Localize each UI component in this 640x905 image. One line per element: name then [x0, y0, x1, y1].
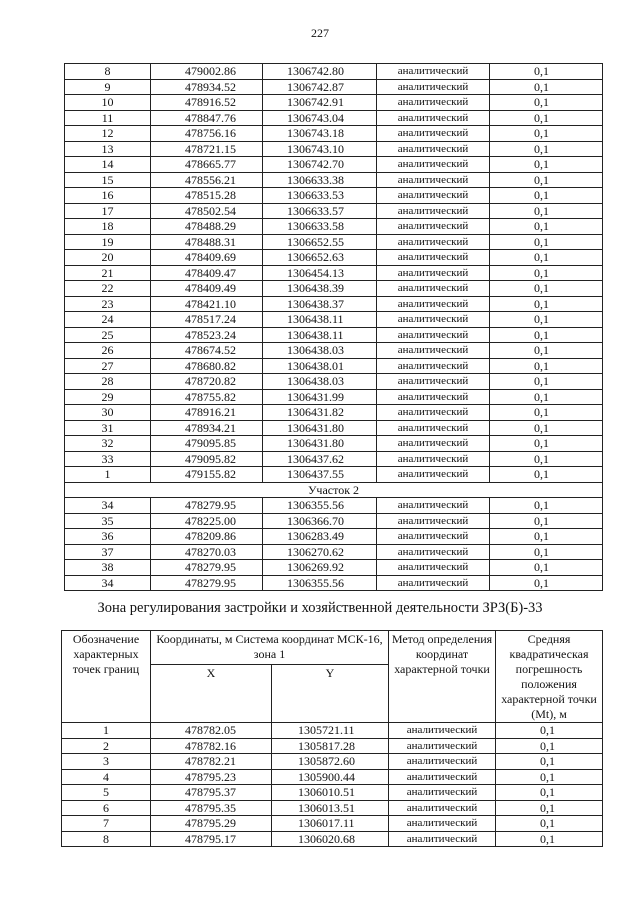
- error: 0,1: [490, 312, 603, 328]
- error: 0,1: [490, 513, 603, 529]
- coord-x: 478847.76: [151, 110, 263, 126]
- point-number: 20: [65, 250, 151, 266]
- table-row: [62, 769, 603, 785]
- header-y: Y: [272, 665, 389, 723]
- point-number: 21: [65, 265, 151, 281]
- coord-y: 1306355.56: [263, 575, 377, 591]
- coord-y: 1306010.51: [272, 785, 389, 801]
- point-number: 34: [65, 498, 151, 514]
- error: 0,1: [490, 296, 603, 312]
- coord-y: 1306743.18: [263, 126, 377, 142]
- coord-y: 1305721.11: [272, 723, 389, 739]
- coord-y: 1306270.62: [263, 544, 377, 560]
- coord-x: 478488.31: [151, 234, 263, 250]
- method: аналитический: [377, 219, 490, 235]
- coord-y: 1306633.53: [263, 188, 377, 204]
- point-number: 15: [65, 172, 151, 188]
- error: 0,1: [490, 234, 603, 250]
- coord-y: 1306742.91: [263, 95, 377, 111]
- coord-y: 1306454.13: [263, 265, 377, 281]
- table-row: [65, 141, 603, 157]
- coord-x: 478795.23: [151, 769, 272, 785]
- point-number: 34: [65, 575, 151, 591]
- header-method: Метод определения координат характерной точки: [389, 631, 496, 723]
- point-number: 37: [65, 544, 151, 560]
- table-row: [65, 327, 603, 343]
- table-row: [65, 451, 603, 467]
- method: аналитический: [377, 374, 490, 390]
- coord-y: 1306438.11: [263, 327, 377, 343]
- coord-y: 1306742.87: [263, 79, 377, 95]
- coord-x: 478409.47: [151, 265, 263, 281]
- method: аналитический: [377, 250, 490, 266]
- coord-y: 1306355.56: [263, 498, 377, 514]
- error: 0,1: [490, 405, 603, 421]
- table-row: [65, 64, 603, 80]
- coord-y: 1306020.68: [272, 831, 389, 847]
- point-number: 13: [65, 141, 151, 157]
- method: аналитический: [377, 64, 490, 80]
- method: аналитический: [377, 110, 490, 126]
- coord-x: 478270.03: [151, 544, 263, 560]
- method: аналитический: [377, 141, 490, 157]
- coord-x: 478755.82: [151, 389, 263, 405]
- coord-x: 478782.05: [151, 723, 272, 739]
- method: аналитический: [389, 800, 496, 816]
- coord-x: 478721.15: [151, 141, 263, 157]
- table-row: [65, 219, 603, 235]
- error: 0,1: [490, 358, 603, 374]
- error: 0,1: [490, 343, 603, 359]
- table-row: [65, 296, 603, 312]
- coord-y: 1306742.80: [263, 64, 377, 80]
- point-number: 25: [65, 327, 151, 343]
- table-row: [65, 203, 603, 219]
- error: 0,1: [490, 420, 603, 436]
- error: 0,1: [496, 754, 603, 770]
- coord-y: 1306742.70: [263, 157, 377, 173]
- coord-x: 478795.37: [151, 785, 272, 801]
- coord-x: 479095.85: [151, 436, 263, 452]
- method: аналитический: [377, 95, 490, 111]
- method: аналитический: [389, 754, 496, 770]
- coord-y: 1306438.03: [263, 343, 377, 359]
- point-number: 9: [65, 79, 151, 95]
- method: аналитический: [377, 265, 490, 281]
- coord-x: 478279.95: [151, 560, 263, 576]
- error: 0,1: [496, 831, 603, 847]
- coord-x: 478795.17: [151, 831, 272, 847]
- coord-y: 1306431.99: [263, 389, 377, 405]
- point-number: 1: [65, 467, 151, 483]
- coord-y: 1306431.80: [263, 436, 377, 452]
- header-designation: Обозначение характерных точек границ: [62, 631, 151, 723]
- coord-x: 478409.49: [151, 281, 263, 297]
- error: 0,1: [490, 544, 603, 560]
- method: аналитический: [377, 327, 490, 343]
- coord-x: 478665.77: [151, 157, 263, 173]
- table-row: [65, 374, 603, 390]
- error: 0,1: [490, 498, 603, 514]
- error: 0,1: [490, 389, 603, 405]
- table-row: [62, 738, 603, 754]
- point-number: 17: [65, 203, 151, 219]
- point-number: 8: [62, 831, 151, 847]
- point-number: 32: [65, 436, 151, 452]
- point-number: 27: [65, 358, 151, 374]
- point-number: 28: [65, 374, 151, 390]
- error: 0,1: [496, 723, 603, 739]
- point-number: 1: [62, 723, 151, 739]
- coord-x: 478517.24: [151, 312, 263, 328]
- table-header: [62, 631, 603, 723]
- method: аналитический: [377, 436, 490, 452]
- method: аналитический: [389, 816, 496, 832]
- coord-x: 479095.82: [151, 451, 263, 467]
- error: 0,1: [496, 769, 603, 785]
- error: 0,1: [490, 141, 603, 157]
- error: 0,1: [490, 575, 603, 591]
- point-number: 26: [65, 343, 151, 359]
- coord-y: 1305900.44: [272, 769, 389, 785]
- coord-x: 478409.69: [151, 250, 263, 266]
- coord-y: 1305817.28: [272, 738, 389, 754]
- error: 0,1: [496, 738, 603, 754]
- method: аналитический: [377, 405, 490, 421]
- table-row: [65, 498, 603, 514]
- coord-y: 1306633.58: [263, 219, 377, 235]
- point-number: 31: [65, 420, 151, 436]
- coord-y: 1306013.51: [272, 800, 389, 816]
- method: аналитический: [377, 575, 490, 591]
- table-row: [65, 389, 603, 405]
- table-row: [65, 436, 603, 452]
- error: 0,1: [496, 785, 603, 801]
- point-number: 23: [65, 296, 151, 312]
- table-row: [62, 800, 603, 816]
- error: 0,1: [490, 157, 603, 173]
- header-x: X: [151, 665, 272, 723]
- point-number: 36: [65, 529, 151, 545]
- table-row: [65, 544, 603, 560]
- error: 0,1: [496, 816, 603, 832]
- coord-x: 478782.16: [151, 738, 272, 754]
- table-row: [65, 281, 603, 297]
- table-row: [65, 110, 603, 126]
- coord-x: 478502.54: [151, 203, 263, 219]
- error: 0,1: [490, 529, 603, 545]
- method: аналитический: [389, 723, 496, 739]
- method: аналитический: [377, 343, 490, 359]
- method: аналитический: [377, 312, 490, 328]
- method: аналитический: [377, 172, 490, 188]
- table-row: [65, 234, 603, 250]
- method: аналитический: [377, 498, 490, 514]
- coord-y: 1306438.01: [263, 358, 377, 374]
- coord-x: 478556.21: [151, 172, 263, 188]
- coord-y: 1306431.80: [263, 420, 377, 436]
- coord-x: 478795.35: [151, 800, 272, 816]
- coord-y: 1306633.57: [263, 203, 377, 219]
- coord-y: 1306438.03: [263, 374, 377, 390]
- table-row: [65, 95, 603, 111]
- coord-x: 478916.52: [151, 95, 263, 111]
- coord-x: 478488.29: [151, 219, 263, 235]
- coord-x: 478680.82: [151, 358, 263, 374]
- point-number: 24: [65, 312, 151, 328]
- coord-y: 1305872.60: [272, 754, 389, 770]
- coord-y: 1306438.39: [263, 281, 377, 297]
- coord-x: 479002.86: [151, 64, 263, 80]
- coordinates-table-part1: [64, 63, 603, 591]
- point-number: 8: [65, 64, 151, 80]
- table-row: [65, 405, 603, 421]
- coord-x: 478279.95: [151, 498, 263, 514]
- error: 0,1: [490, 265, 603, 281]
- table-row: [65, 560, 603, 576]
- method: аналитический: [377, 126, 490, 142]
- error: 0,1: [490, 188, 603, 204]
- section-row: [65, 482, 603, 498]
- error: 0,1: [490, 327, 603, 343]
- point-number: 10: [65, 95, 151, 111]
- error: 0,1: [490, 172, 603, 188]
- table-row: [62, 816, 603, 832]
- point-number: 7: [62, 816, 151, 832]
- coord-y: 1306431.82: [263, 405, 377, 421]
- method: аналитический: [377, 389, 490, 405]
- point-number: 4: [62, 769, 151, 785]
- table-row: [65, 575, 603, 591]
- method: аналитический: [377, 188, 490, 204]
- error: 0,1: [496, 800, 603, 816]
- coord-y: 1306269.92: [263, 560, 377, 576]
- header-error: Средняя квадратическая погрешность положения характерной точки (Mt), м: [496, 631, 603, 723]
- header-coordinates: Координаты, м Система координат МСК-16, зона 1: [151, 631, 389, 665]
- table-row: [65, 358, 603, 374]
- point-number: 6: [62, 800, 151, 816]
- error: 0,1: [490, 203, 603, 219]
- error: 0,1: [490, 126, 603, 142]
- error: 0,1: [490, 560, 603, 576]
- coordinates-table-zrz: [61, 630, 603, 847]
- coord-y: 1306283.49: [263, 529, 377, 545]
- point-number: 16: [65, 188, 151, 204]
- error: 0,1: [490, 79, 603, 95]
- coord-y: 1306017.11: [272, 816, 389, 832]
- table-row: [62, 754, 603, 770]
- coord-x: 478515.28: [151, 188, 263, 204]
- table-row: [65, 188, 603, 204]
- point-number: 14: [65, 157, 151, 173]
- coord-x: 478209.86: [151, 529, 263, 545]
- method: аналитический: [377, 544, 490, 560]
- table-row: [65, 529, 603, 545]
- coord-x: 478916.21: [151, 405, 263, 421]
- table-row: [62, 785, 603, 801]
- coord-y: 1306743.10: [263, 141, 377, 157]
- coord-y: 1306743.04: [263, 110, 377, 126]
- section-title: Зона регулирования застройки и хозяйственной деятельности ЗРЗ(Б)-33: [97, 600, 543, 616]
- page-number: 227: [311, 26, 329, 40]
- point-number: 19: [65, 234, 151, 250]
- table-row: [65, 172, 603, 188]
- method: аналитический: [377, 560, 490, 576]
- point-number: 33: [65, 451, 151, 467]
- point-number: 12: [65, 126, 151, 142]
- method: аналитический: [377, 296, 490, 312]
- coord-x: 478523.24: [151, 327, 263, 343]
- coord-x: 478421.10: [151, 296, 263, 312]
- table-row: [65, 157, 603, 173]
- coord-y: 1306437.55: [263, 467, 377, 483]
- coord-y: 1306652.55: [263, 234, 377, 250]
- coord-x: 478674.52: [151, 343, 263, 359]
- method: аналитический: [377, 529, 490, 545]
- table-row: [65, 265, 603, 281]
- error: 0,1: [490, 110, 603, 126]
- coord-x: 478225.00: [151, 513, 263, 529]
- error: 0,1: [490, 436, 603, 452]
- table-row: [62, 723, 603, 739]
- method: аналитический: [389, 831, 496, 847]
- coord-x: 478782.21: [151, 754, 272, 770]
- method: аналитический: [377, 451, 490, 467]
- error: 0,1: [490, 64, 603, 80]
- error: 0,1: [490, 374, 603, 390]
- error: 0,1: [490, 281, 603, 297]
- method: аналитический: [389, 785, 496, 801]
- point-number: 11: [65, 110, 151, 126]
- method: аналитический: [377, 203, 490, 219]
- method: аналитический: [377, 157, 490, 173]
- table-row: [65, 420, 603, 436]
- table-row: [65, 513, 603, 529]
- point-number: 22: [65, 281, 151, 297]
- method: аналитический: [389, 769, 496, 785]
- coord-x: 479155.82: [151, 467, 263, 483]
- table-row: [65, 250, 603, 266]
- coord-y: 1306652.63: [263, 250, 377, 266]
- method: аналитический: [377, 513, 490, 529]
- coord-x: 478795.29: [151, 816, 272, 832]
- table-row: [65, 312, 603, 328]
- method: аналитический: [377, 281, 490, 297]
- point-number: 38: [65, 560, 151, 576]
- point-number: 5: [62, 785, 151, 801]
- point-number: 2: [62, 738, 151, 754]
- coord-y: 1306633.38: [263, 172, 377, 188]
- method: аналитический: [377, 79, 490, 95]
- error: 0,1: [490, 95, 603, 111]
- method: аналитический: [377, 420, 490, 436]
- coord-x: 478720.82: [151, 374, 263, 390]
- table-row: [65, 126, 603, 142]
- point-number: 18: [65, 219, 151, 235]
- coord-x: 478756.16: [151, 126, 263, 142]
- section-label: Участок 2: [65, 482, 603, 498]
- coord-x: 478279.95: [151, 575, 263, 591]
- point-number: 35: [65, 513, 151, 529]
- coord-y: 1306366.70: [263, 513, 377, 529]
- coord-y: 1306438.37: [263, 296, 377, 312]
- table-row: [65, 79, 603, 95]
- coord-x: 478934.52: [151, 79, 263, 95]
- point-number: 3: [62, 754, 151, 770]
- coordinates-table-body: [65, 64, 603, 591]
- coord-y: 1306437.62: [263, 451, 377, 467]
- point-number: 30: [65, 405, 151, 421]
- error: 0,1: [490, 467, 603, 483]
- table-row: [65, 467, 603, 483]
- method: аналитический: [377, 234, 490, 250]
- error: 0,1: [490, 451, 603, 467]
- coordinates-table-body: [62, 723, 603, 847]
- point-number: 29: [65, 389, 151, 405]
- method: аналитический: [377, 467, 490, 483]
- error: 0,1: [490, 250, 603, 266]
- table-row: [62, 831, 603, 847]
- table-row: [65, 343, 603, 359]
- coord-x: 478934.21: [151, 420, 263, 436]
- method: аналитический: [389, 738, 496, 754]
- method: аналитический: [377, 358, 490, 374]
- error: 0,1: [490, 219, 603, 235]
- coord-y: 1306438.11: [263, 312, 377, 328]
